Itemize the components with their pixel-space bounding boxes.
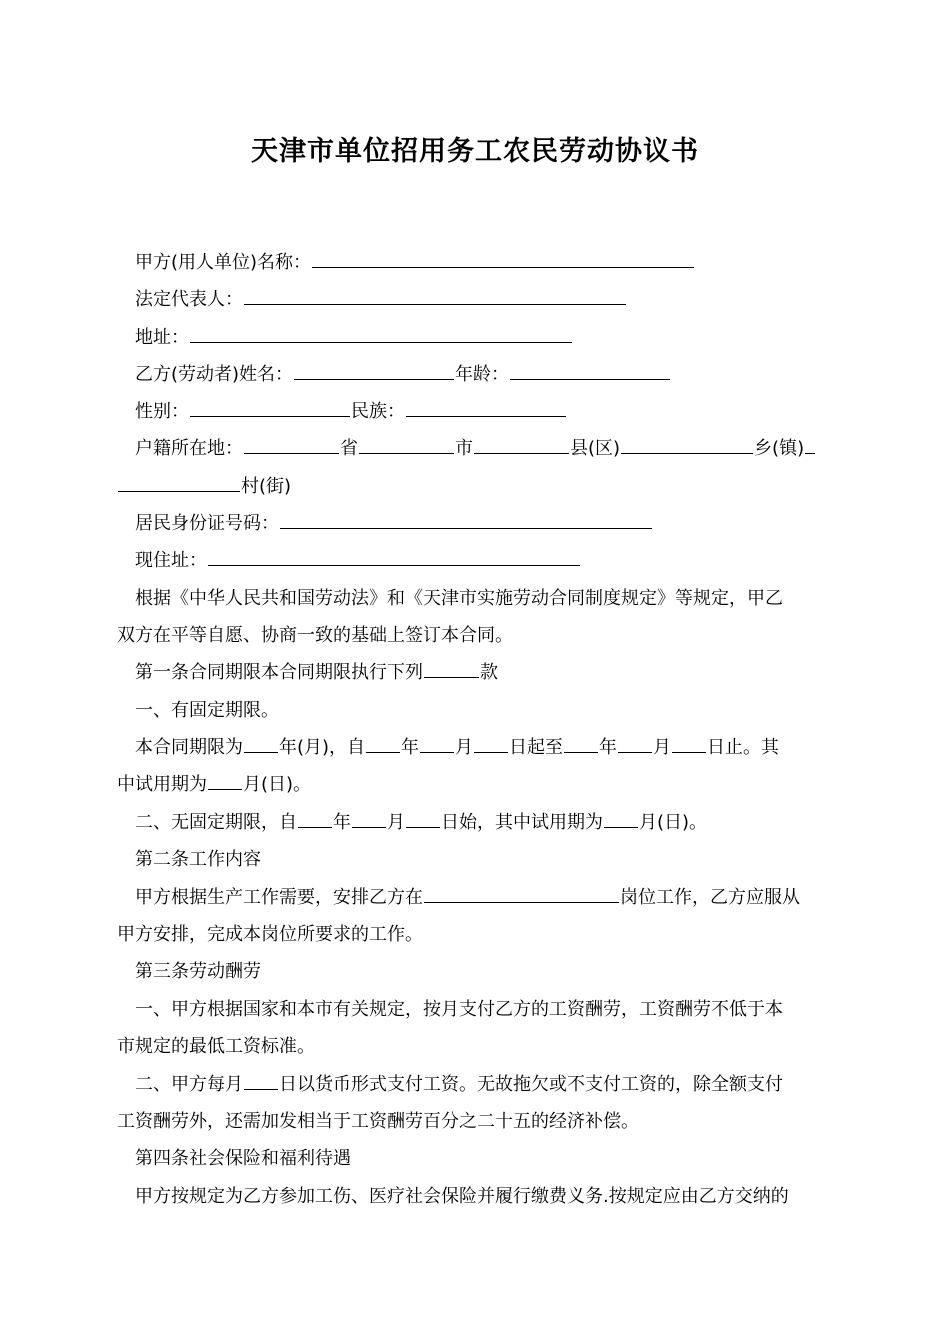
open-start-year-blank[interactable]	[298, 809, 332, 828]
position-blank[interactable]	[424, 884, 619, 903]
article-3-p1-line-2: 市规定的最低工资标准。	[117, 1036, 315, 1057]
term-length-blank[interactable]	[244, 734, 278, 753]
open-probation-unit: 月(日)。	[639, 812, 708, 833]
preamble-line-1: 根据《中华人民共和国劳动法》和《天津市实施劳动合同制度规定》等规定，甲乙	[135, 588, 783, 609]
article-3-heading: 第三条劳动酬劳	[135, 961, 261, 982]
party-b-name-blank[interactable]	[294, 361, 454, 380]
preamble-line-2: 双方在平等自愿、协商一致的基础上签订本合同。	[117, 625, 513, 646]
township-blank[interactable]	[621, 435, 753, 454]
ethnicity-blank[interactable]	[406, 398, 566, 417]
township-label: 乡(镇)	[754, 438, 805, 459]
article-1-heading-suffix: 款	[480, 662, 498, 683]
article-2-line-2: 甲方安排，完成本岗位所要求的工作。	[117, 924, 423, 945]
article-4-line-1: 甲方按规定为乙方参加工伤、医疗社会保险并履行缴费义务.按规定应由乙方交纳的	[135, 1186, 789, 1207]
legal-rep-label: 法定代表人：	[135, 289, 243, 310]
document-title: 天津市单位招用务工农民劳动协议书	[251, 136, 699, 167]
village-label: 村(街)	[241, 476, 292, 497]
end-year-label: 年	[599, 737, 618, 758]
age-blank[interactable]	[510, 361, 670, 380]
gender-blank[interactable]	[190, 398, 350, 417]
age-label: 年龄：	[455, 364, 510, 385]
current-address-line	[135, 542, 581, 579]
end-day-blank[interactable]	[672, 734, 706, 753]
probation-blank[interactable]	[208, 771, 242, 790]
article-1-heading	[135, 654, 498, 691]
id-number-blank[interactable]	[280, 510, 652, 529]
article-1-heading-text: 第一条合同期限本合同期限执行下列	[135, 662, 423, 683]
household-line	[135, 430, 816, 467]
province-blank[interactable]	[244, 435, 339, 454]
probation-unit: 月(日)。	[243, 774, 312, 795]
legal-rep-blank[interactable]	[244, 286, 626, 305]
open-term-line	[135, 804, 707, 841]
ethnicity-label: 民族：	[351, 401, 405, 422]
county-label: 县(区)	[570, 438, 621, 459]
pay-day-label: 二、甲方每月	[135, 1074, 243, 1095]
current-address-blank[interactable]	[208, 547, 580, 566]
article-2-heading: 第二条工作内容	[135, 849, 261, 870]
household-label: 户籍所在地：	[135, 438, 243, 459]
id-number-label: 居民身份证号码：	[135, 513, 279, 534]
article-3-p2-line-2: 工资酬劳外，还需加发相当于工资酬劳百分之二十五的经济补偿。	[117, 1111, 639, 1132]
probation-label: 中试用期为	[117, 774, 207, 795]
position-label: 甲方根据生产工作需要，安排乙方在	[135, 887, 423, 908]
end-day-label: 日止。其	[707, 737, 780, 758]
start-day-blank[interactable]	[474, 734, 508, 753]
clause-choice-blank[interactable]	[424, 659, 479, 678]
open-start-month-label: 月	[387, 812, 405, 833]
article-2-line-1	[135, 879, 800, 916]
party-a-name-blank[interactable]	[312, 249, 694, 268]
village-blank[interactable]	[118, 473, 240, 492]
end-month-label: 月	[653, 737, 672, 758]
address-line	[135, 319, 573, 356]
gender-label: 性别：	[135, 401, 189, 422]
village-line	[117, 468, 291, 505]
article-3-p2-line-1	[135, 1066, 783, 1103]
gender-line	[135, 393, 567, 430]
fixed-term-line-1	[135, 729, 779, 766]
city-blank[interactable]	[359, 435, 454, 454]
pay-day-blank[interactable]	[244, 1071, 278, 1090]
end-year-blank[interactable]	[564, 734, 598, 753]
article-4-heading: 第四条社会保险和福利待遇	[135, 1148, 351, 1169]
start-year-label: 年	[401, 737, 420, 758]
end-month-blank[interactable]	[618, 734, 652, 753]
fixed-term-item: 一、有固定期限。	[135, 700, 279, 721]
open-start-day-blank[interactable]	[406, 809, 440, 828]
city-label: 市	[455, 438, 473, 459]
position-suffix: 岗位工作，乙方应服从	[620, 887, 800, 908]
open-term-label: 二、无固定期限，自	[135, 812, 297, 833]
party-a-name-label: 甲方(用人单位)名称：	[135, 252, 312, 273]
party-a-name-line	[135, 244, 695, 281]
term-label: 本合同期限为	[135, 737, 243, 758]
party-b-line	[135, 356, 671, 393]
start-day-label: 日起至	[509, 737, 564, 758]
pay-day-text: 日以货币形式支付工资。无故拖欠或不支付工资的，除全额支付	[279, 1074, 783, 1095]
fixed-term-line-2	[117, 766, 311, 803]
township-tail-blank[interactable]	[805, 435, 815, 454]
start-month-blank[interactable]	[420, 734, 454, 753]
open-start-year-label: 年	[333, 812, 351, 833]
province-label: 省	[340, 438, 358, 459]
county-blank[interactable]	[474, 435, 569, 454]
start-year-blank[interactable]	[366, 734, 400, 753]
id-number-line	[135, 505, 653, 542]
open-start-day-label: 日始，其中试用期为	[441, 812, 603, 833]
open-probation-blank[interactable]	[604, 809, 638, 828]
open-start-month-blank[interactable]	[352, 809, 386, 828]
legal-rep-line	[135, 281, 627, 318]
start-month-label: 月	[455, 737, 474, 758]
address-label: 地址：	[135, 327, 189, 348]
article-3-p1-line-1: 一、甲方根据国家和本市有关规定，按月支付乙方的工资酬劳，工资酬劳不低于本	[135, 999, 783, 1020]
address-blank[interactable]	[190, 324, 572, 343]
term-unit-from: 年(月)，自	[279, 737, 366, 758]
current-address-label: 现住址：	[135, 550, 207, 571]
party-b-name-label: 乙方(劳动者)姓名：	[135, 364, 294, 385]
